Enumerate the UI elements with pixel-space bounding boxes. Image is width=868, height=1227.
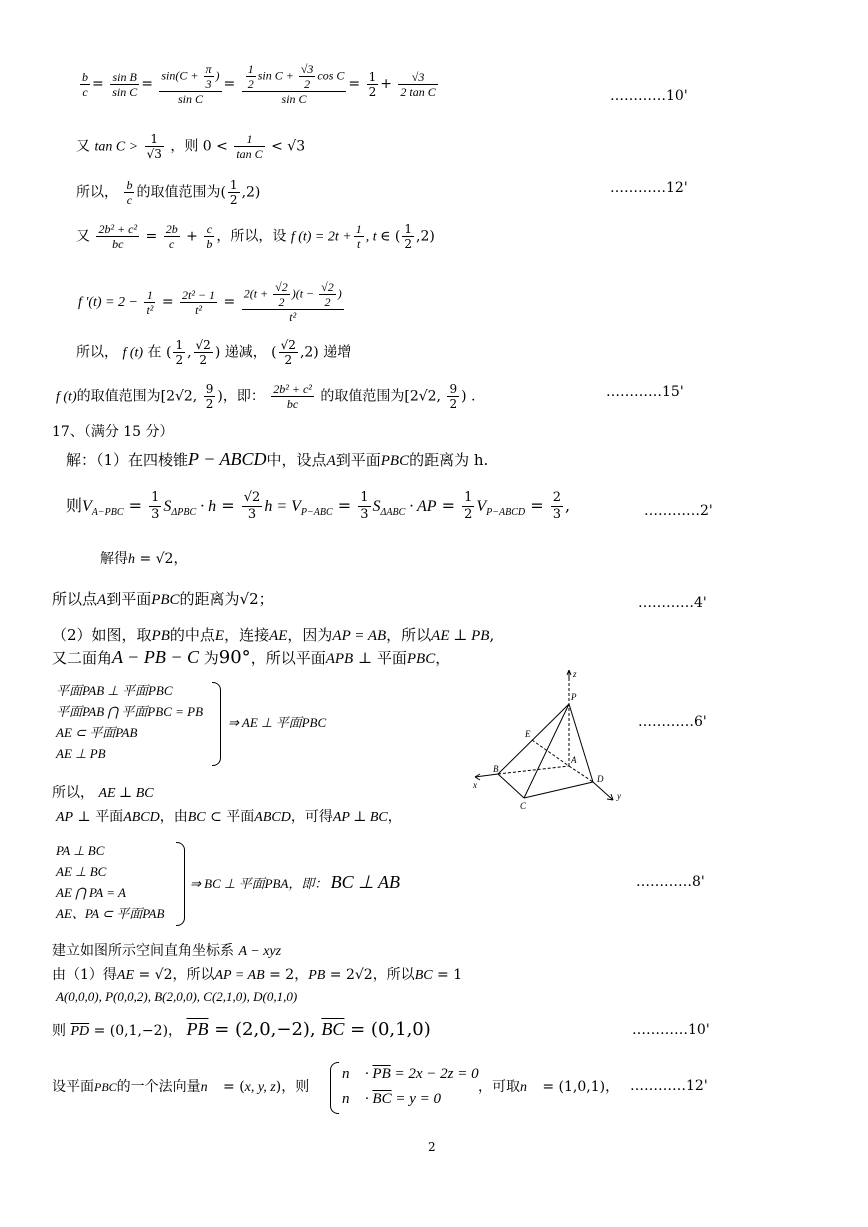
normal-vector-line: 设平面PBC的一个法向量n⃗ = (x, y, z)，则 [52,1079,310,1095]
score-6: …………6' [638,714,707,730]
system-2: PA ⊥ BC AE ⊥ BC AE ⋂ PA = A AE、PA ⊂ 平面PAB [56,843,165,921]
system-1-brace [212,682,221,766]
score-4: …………4' [638,595,707,611]
label-B: B [493,764,499,774]
system-1-result: ⇒ AE ⊥ 平面PBC [228,715,327,730]
system-2-brace [176,842,185,926]
label-C: C [520,801,527,811]
lengths-line: 由（1）得AE = √2，所以AP = AB = 2，PB = 2√2，所以BC = 1 [52,967,463,983]
solve-h: 解得h = √2， [100,551,188,567]
score-12-b: …………12' [630,1078,708,1094]
q17-part2-line2: 又二面角A − PB − C 为90°，所以平面APB ⊥ 平面PBC， [52,647,451,668]
score-2: …………2' [644,503,713,519]
score-12-a: …………12' [610,180,688,196]
score-10-a: …………10' [610,88,688,104]
score-15: …………15' [606,384,684,400]
score-8: …………8' [636,874,705,890]
formula-b-over-c: $\frac{b}{c}$ = $\frac{\text{sin B}}{\text{sin C}}$ = sin(C + $\frac{\pi}{3}$ ) sin C = $\frac{1}{2}$ sin C + $\frac{√3}{2}$ cos C sin C = $\frac{1}{2}$ + $\frac{√3}{\text{2 tan C}}$ [82,62,436,106]
score-10-b: …………10' [632,1022,710,1038]
volume-equation: 则$V_{A-PBC}$ = $\frac{1}{3}$ $S_{\Delta PBC} \cdot h$ = $\frac{√2}{3}$ $h = V_{P-ABC}$ = $\frac{1}{3}$ $S_{\Delta ABC}$ · AP = $\frac{1}{2}$ $V_{P-ABCD}$ = $\frac{2}{3}$ , [66,490,571,522]
label-P: P [571,692,577,702]
line-define-f: 又 $\frac{\text{2b² + c²}}{bc}$ = $\frac{2b}{c}$ + $\frac{c}{b}$ ，所以，设 f (t) = 2t + $\frac{1}{t}$ , t ∈ ( $\frac{1}{2}$ ,2) [76,222,435,251]
point-coordinates: A(0,0,0), P(0,0,2), B(2,0,0), C(2,1,0), D(0,1,0) [56,989,298,1004]
normal-system: n⃗ · $\overline{PB} = 2x - 2z = 0$ n⃗ · $\overline{BC} = y = 0$ [342,1066,479,1107]
distance-conclusion: 所以点A到平面PBC的距离为√2； [52,590,274,608]
label-z: z [573,670,577,679]
pyramid-figure [463,670,638,815]
q17-part2-line1: （2）如图，取PB的中点E，连接AE，因为AP = AB，所以AE ⊥ PB, [52,626,495,644]
coord-system-line: 建立如图所示空间直角坐标系 A − xyz [52,943,282,959]
line-monotonic: 所以， f (t) 在 ( $\frac{1}{2}$ , $\frac{√2}{2}$ ) 递减， ( $\frac{√2}{2}$ ,2) 递增 [76,338,352,367]
label-E: E [525,729,531,739]
question-17-header: 17、（满分 15 分） [52,424,174,440]
vectors-line: 则 $\overline{PD} = (0,1,-2)$， $\overline{PB} = (2,0,-2)$, $\overline{BC} = (0,1,0)$ [52,1019,431,1040]
label-y: y [617,791,621,801]
page-number: 2 [428,1140,436,1154]
normal-system-brace [330,1062,339,1114]
label-x: x [473,780,477,790]
ae-perp-bc: 所以， AE ⊥ BC [52,785,154,801]
line-tanC: 又 tan C > $\frac{1}{√3}$ ，则 0 < $\frac{1}{\text{tan C}}$ < √3 [76,132,306,161]
line-f-range: f (t)的取值范围为[2√2, $\frac{9}{2}$ )，即： $\frac{\text{2b² + c²}}{bc}$ 的取值范围为[2√2, $\frac{9}{2}$ ) . [56,382,476,411]
normal-result: ，可取n⃗ = (1,0,1)， [478,1079,620,1095]
system-2-result: ⇒ BC ⊥ 平面PBA，即： BC ⊥ AB [190,872,401,892]
system-1: 平面PAB ⊥ 平面PBC 平面PAB ⋂ 平面PBC = PB AE ⊂ 平面PAB AE ⊥ PB [56,683,204,761]
label-A: A [571,755,577,765]
ap-perp-line: AP ⊥ 平面ABCD，由BC ⊂ 平面ABCD，可得AP ⊥ BC， [56,809,402,825]
q17-part1: 解：（1）在四棱锥P − ABCD中，设点A到平面PBC的距离为 h. [66,449,489,469]
line-range-bc: 所以， $\frac{b}{c}$ 的取值范围为( $\frac{1}{2}$ ,2) [76,178,261,207]
line-derivative: f '(t) = 2 − $\frac{1}{\text{t²}}$ = $\frac{\text{2t² − 1}}{\text{t²}}$ = 2(t + $\frac{√2}{2}$ )(t − $\frac{√2}{2}$ ) t² [78,280,342,324]
label-D: D [597,774,604,784]
